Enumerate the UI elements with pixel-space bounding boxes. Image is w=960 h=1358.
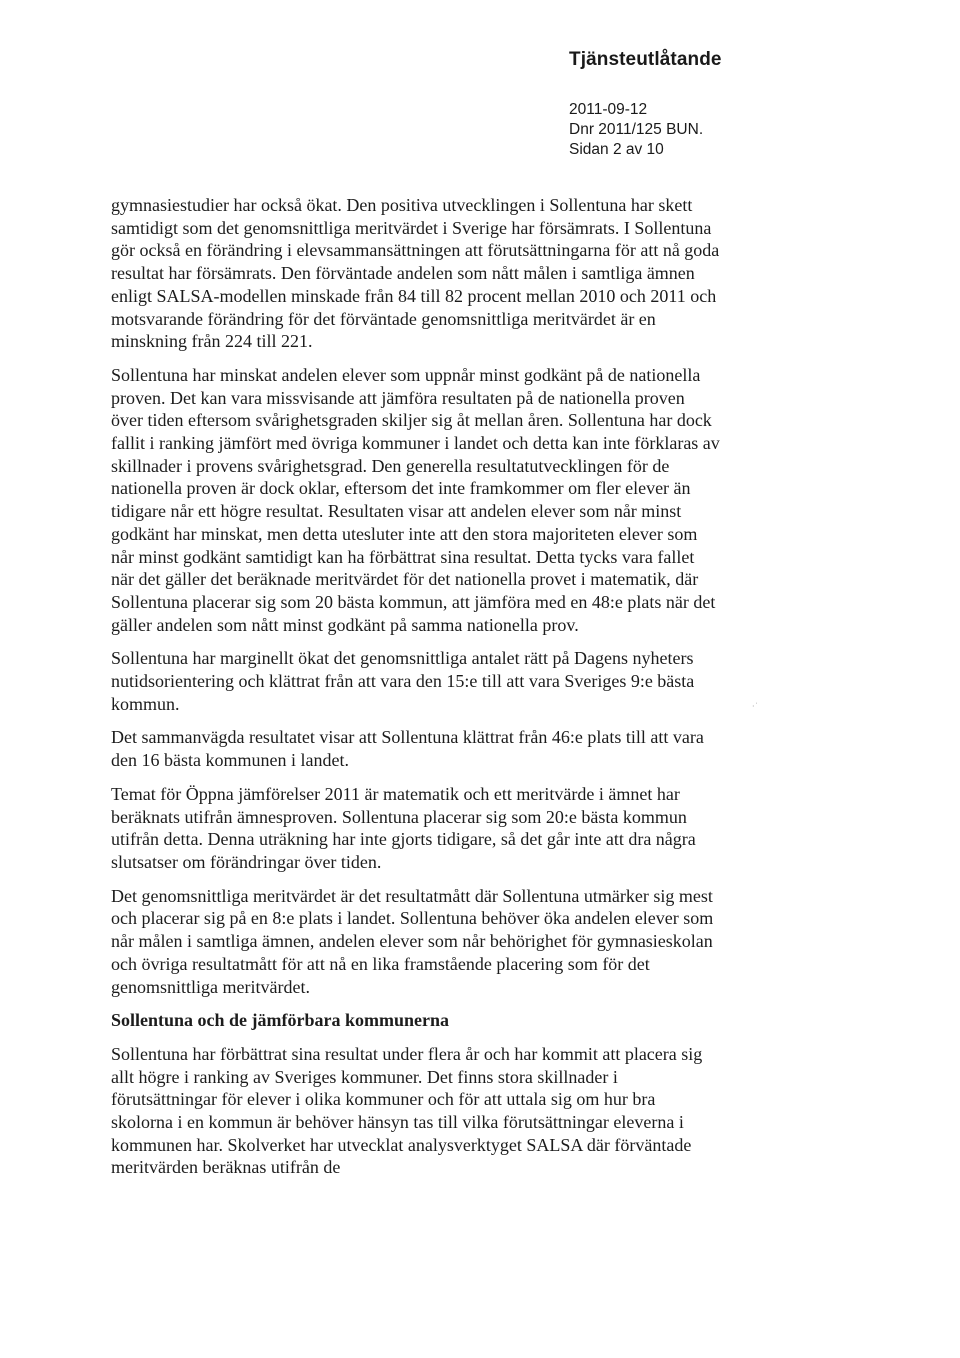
document-date: 2011-09-12 (569, 101, 648, 118)
document-header (569, 48, 939, 160)
paragraph-1: gymnasiestudier har också ökat. Den positiva utvecklingen i Sollentuna har skett samtidigt som det genomsnittliga meritvärdet i Sverige har försämrats. I Sollentuna gör också en förändring i elevsammansättningen att förutsättningarna för att nå goda resultat har försämrats. Den förväntade andelen som nått målen i samtliga ämnen enligt SALSA-modellen minskade från 84 till 82 procent mellan 2010 och 2011 och motsvarande förändring för det förväntade genomsnittliga meritvärdet är en minskning från 224 till 221. (111, 195, 720, 352)
paragraph-4: Det sammanvägda resultatet visar att Sollentuna klättrat från 46:e plats till att vara den 16 bästa kommunen i landet. (111, 727, 704, 771)
paragraph-6: Det genomsnittliga meritvärdet är det resultatmått där Sollentuna utmärker sig mest och placerar sig på en 8:e plats i landet. Sollentuna behöver öka andelen elever som når målen i samtliga ämnen, andelen elever som når behörighet för gymnasieskolan och övriga resultatmått för att nå en lika framstående placering som för det genomsnittliga meritvärdet. (111, 885, 714, 997)
paragraph-5: Temat för Öppna jämförelser 2011 är matematik och ett meritvärde i ämnet har beräknats utifrån ämnesproven. Sollentuna placerar sig som 20:e bästa kommun utifrån detta. Denna uträkning har inte gjorts tidigare, så det går inte att dra några slutsatser om förändringar över tiden. (111, 783, 696, 872)
document-type: Tjänsteutlåtande (569, 49, 722, 70)
paragraph-3: Sollentuna har marginellt ökat det genomsnittliga antalet rätt på Dagens nyheters nutidsorientering och klättrat från att vara den 15:e till att vara Sveriges 9:e bästa kommun. (111, 648, 695, 714)
page-number: Sidan 2 av 10 (569, 141, 664, 158)
paragraph-7: Sollentuna har förbättrat sina resultat under flera år och har kommit att placera sig allt högre i ranking av Sveriges kommuner. Det finns stora skillnader i förutsättningar för elever i olika kommuner och för att uttala sig om hur bra skolorna i en kommun är behöver hänsyn tas till vilka förutsättningar eleverna i kommunen har. Skolverket har utvecklat analysverktyget SALSA där förväntade meritvärden beräknas utifrån de (111, 1043, 703, 1178)
section-heading: Sollentuna och de jämförbara kommunerna (111, 1010, 450, 1031)
document-body (111, 194, 721, 1190)
document-reference-number: Dnr 2011/125 BUN. (569, 121, 704, 138)
paragraph-2: Sollentuna har minskat andelen elever som uppnår minst godkänt på de nationella proven. Det kan vara missvisande att jämföra resultaten på de nationella proven över tiden eftersom svårighetsgraden skiljer sig åt mellan åren. Sollentuna har dock fallit i ranking jämfört med övriga kommuner i landet och detta kan inte förklaras av skillnader i provens svårighetsgrad. Den generella resultatutvecklingen för de nationella proven är dock oklar, eftersom det inte framkommer om fler elever än tidigare når ett högre resultat. Resultaten visar att andelen elever som når minst godkänt har minskat, men detta utesluter inte att den stora majoriteten elever som når minst godkänt samtidigt kan ha förbättrat sina resultat. Detta tycks vara fallet när det gäller det beräknade meritvärdet för det nationella provet i matematik, där Sollentuna placerar sig som 20 bästa kommun, att jämföra med en 48:e plats när det gäller andelen som nått minst godkänt på samma nationella prov. (111, 364, 720, 635)
scan-speck-mark: ·˙ (752, 702, 759, 711)
